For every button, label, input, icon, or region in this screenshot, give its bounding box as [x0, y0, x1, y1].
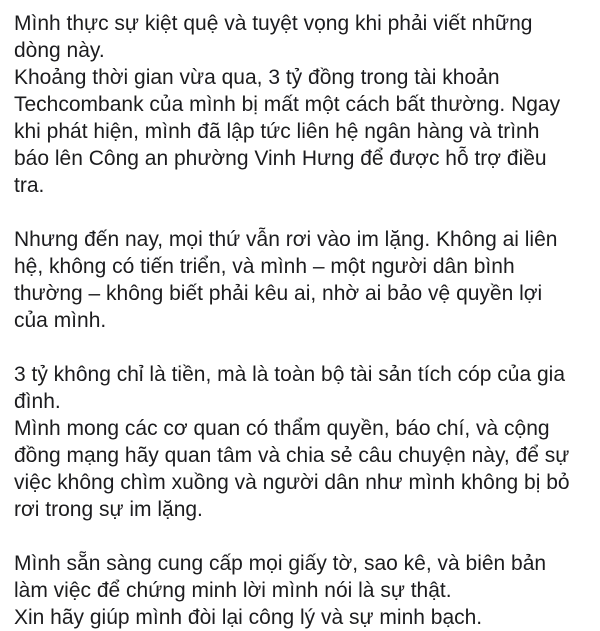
post-paragraph-1	[14, 10, 586, 199]
post-line: Nhưng đến nay, mọi thứ vẫn rơi vào im lặng. Không ai liên	[14, 228, 558, 251]
post-line: Xin hãy giúp mình đòi lại công lý và sự minh bạch.	[14, 606, 483, 629]
post-line: Mình thực sự kiệt quệ và tuyệt vọng khi phải viết những	[14, 12, 533, 35]
post-line: báo lên Công an phường Vinh Hưng để được hỗ trợ điều	[14, 147, 547, 170]
post-line: đồng mạng hãy quan tâm và chia sẻ câu chuyện này, để sự	[14, 444, 570, 467]
post-line: Khoảng thời gian vừa qua, 3 tỷ đồng trong tài khoản	[14, 66, 500, 89]
post-line: 3 tỷ không chỉ là tiền, mà là toàn bộ tài sản tích cóp của gia	[14, 363, 566, 386]
paragraph-spacer	[14, 334, 586, 361]
post-line: việc không chìm xuồng và người dân như mình không bị bỏ	[14, 471, 570, 494]
paragraph-spacer	[14, 523, 586, 550]
post-line: khi phát hiện, mình đã lập tức liên hệ ngân hàng và trình	[14, 120, 540, 143]
post-line: thường – không biết phải kêu ai, nhờ ai bảo vệ quyền lợi	[14, 282, 543, 305]
post-paragraph-3	[14, 361, 586, 523]
post-paragraph-4	[14, 550, 586, 631]
post-line: của mình.	[14, 309, 107, 332]
post-paragraph-2	[14, 226, 586, 334]
post-line: làm việc để chứng minh lời mình nói là sự thật.	[14, 579, 452, 602]
paragraph-spacer	[14, 199, 586, 226]
post-line: dòng này.	[14, 39, 105, 62]
post-line: hệ, không có tiến triển, và mình – một người dân bình	[14, 255, 515, 278]
post-line: tra.	[14, 174, 45, 197]
post-line: Mình sẵn sàng cung cấp mọi giấy tờ, sao kê, và biên bản	[14, 552, 547, 575]
post-line: Techcombank của mình bị mất một cách bất thường. Ngay	[14, 93, 561, 116]
post-line: rơi trong sự im lặng.	[14, 498, 203, 521]
post-line: Mình mong các cơ quan có thẩm quyền, báo chí, và cộng	[14, 417, 550, 440]
post-line: đình.	[14, 390, 61, 413]
